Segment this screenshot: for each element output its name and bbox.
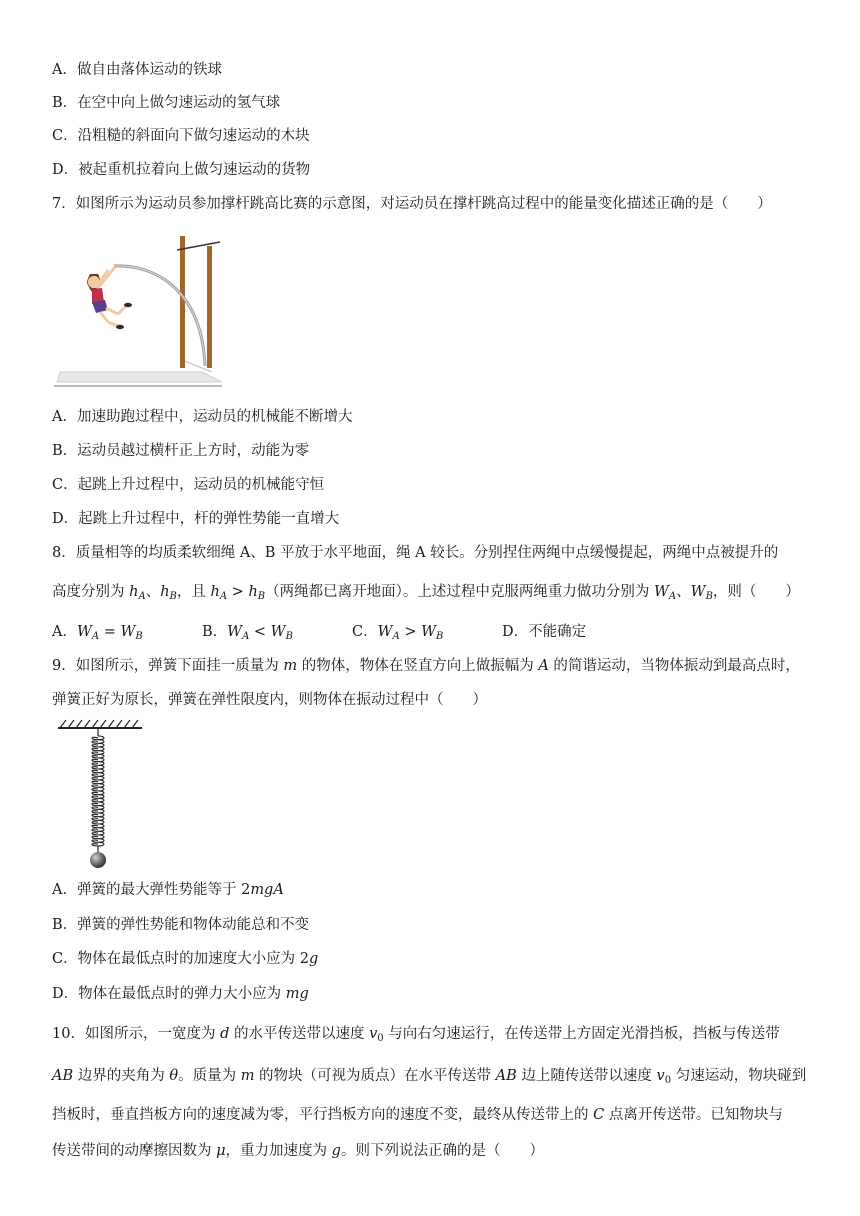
athlete — [88, 267, 133, 329]
q7-option-b: B．运动员越过横杆正上方时，动能为零 — [52, 443, 310, 459]
q9-stem-line2: 弹簧正好为原长，弹簧在弹性限度内，则物体在振动过程中（ ） — [52, 692, 487, 708]
q7-option-a: A．加速助跑过程中，运动员的机械能不断增大 — [52, 409, 353, 425]
q7-stem: 7．如图所示为运动员参加撑杆跳高比赛的示意图，对运动员在撑杆跳高过程中的能量变化描述正确的是（ ） — [52, 196, 772, 212]
q8-stem-line1: 8．质量相等的均质柔软细绳 A、B 平放于水平地面，绳 A 较长。分别捏住两绳中点缓慢提起，两绳中点被提升的 — [52, 545, 779, 561]
q6-option-a: A．做自由落体运动的铁球 — [52, 62, 222, 78]
q10-line1: 10．如图所示，一宽度为 d 的水平传送带以速度 $v_0$ 与向右匀速运行，在传送带上方固定光滑挡板，挡板与传送带 — [52, 1026, 780, 1044]
vault-pole — [114, 266, 205, 366]
left-upright — [180, 236, 185, 368]
q9-option-c: C．物体在最低点时的加速度大小应为 2g — [52, 951, 319, 967]
q9-stem-line1: 9．如图所示，弹簧下面挂一质量为 m 的物体，物体在竖直方向上做振幅为 A 的简谐运动，当物体振动到最高点时， — [52, 658, 800, 674]
q10-line3: 挡板时，垂直挡板方向的速度减为零，平行挡板方向的速度不变，最终从传送带上的 C 点离开传送带。已知物块与 — [52, 1107, 783, 1123]
q10-line4: 传送带间的动摩擦因数为 μ，重力加速度为 g。则下列说法正确的是（ ） — [52, 1143, 544, 1159]
q8-stem-line2: 高度分别为 $h_A$、$h_B$，且 $h_A > h_B$（两绳都已离开地面）。上述过程中克服两绳重力做功分别为 $W_A$、$W_B$，则（ ） — [52, 584, 800, 602]
q8-option-c: C．$W_A > W_B$ — [352, 624, 444, 642]
q9-option-b: B．弹簧的弹性势能和物体动能总和不变 — [52, 917, 310, 933]
q6-option-c: C．沿粗糙的斜面向下做匀速运动的木块 — [52, 128, 310, 144]
q10-line2: AB 边界的夹角为 θ。质量为 m 的物块（可视为质点）在水平传送带 AB 边上随传送带以速度 $v_0$ 匀速运动，物块碰到 — [52, 1068, 807, 1086]
mass-ball — [90, 852, 106, 868]
q8-option-d: D．不能确定 — [502, 624, 587, 640]
q9-option-d: D．物体在最低点时的弹力大小应为 mg — [52, 986, 309, 1002]
q7-option-d: D．起跳上升过程中，杆的弹性势能一直增大 — [52, 511, 340, 527]
ceiling-hatch — [60, 720, 138, 728]
spring-figure — [54, 716, 146, 874]
pole-vault-figure — [52, 230, 227, 392]
q8-option-b: B．$W_A < W_B$ — [202, 624, 293, 642]
q7-option-c: C．起跳上升过程中，运动员的机械能守恒 — [52, 477, 325, 493]
q6-option-b: B．在空中向上做匀速运动的氢气球 — [52, 95, 281, 111]
right-upright — [207, 246, 212, 368]
spring — [92, 728, 104, 852]
q8-option-a: A．$W_A = W_B$ — [52, 624, 143, 642]
q6-option-d: D．被起重机拉着向上做匀速运动的货物 — [52, 162, 311, 178]
q9-option-a: A．弹簧的最大弹性势能等于 2mgA — [52, 882, 284, 898]
